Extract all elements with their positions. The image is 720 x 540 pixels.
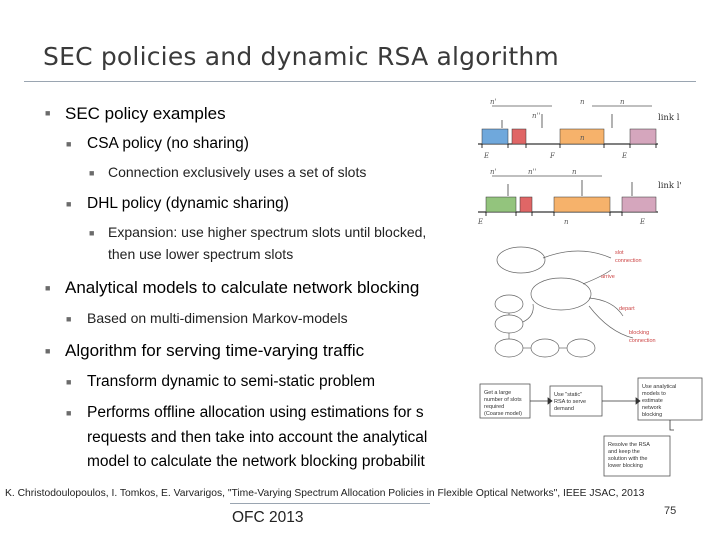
square-bullet-icon: ■ bbox=[66, 377, 72, 387]
svg-text:n: n bbox=[572, 168, 577, 176]
svg-text:RSA to serve: RSA to serve bbox=[554, 399, 587, 405]
link-top-label: link l bbox=[658, 113, 680, 123]
square-bullet-icon: ■ bbox=[45, 346, 51, 356]
square-bullet-icon: ■ bbox=[66, 199, 72, 209]
svg-text:blocking: blocking bbox=[629, 330, 650, 336]
square-bullet-icon: ■ bbox=[45, 283, 51, 293]
bullet-dhl-expansion: Expansion: use higher spectrum slots until blocked, bbox=[108, 224, 427, 240]
svg-text:E: E bbox=[640, 218, 646, 226]
svg-text:n: n bbox=[564, 218, 569, 226]
bullet-csa-policy: CSA policy (no sharing) bbox=[87, 135, 249, 152]
markov-state-diagram bbox=[483, 236, 671, 376]
svg-text:number of slots: number of slots bbox=[484, 397, 522, 403]
svg-text:n: n bbox=[580, 98, 585, 106]
svg-text:blocking: blocking bbox=[642, 412, 663, 418]
svg-text:n: n bbox=[620, 98, 625, 106]
square-bullet-icon: ■ bbox=[89, 228, 95, 238]
svg-text:n'': n'' bbox=[528, 168, 537, 176]
link-bottom-label: link l' bbox=[658, 181, 682, 191]
svg-text:and keep the: and keep the bbox=[608, 449, 640, 455]
svg-text:n': n' bbox=[490, 98, 497, 106]
bullet-csa-description: Connection exclusively uses a set of slots bbox=[108, 164, 367, 180]
svg-text:connection: connection bbox=[615, 258, 642, 264]
svg-text:n: n bbox=[580, 134, 585, 142]
svg-text:slot: slot bbox=[615, 250, 624, 256]
svg-text:(Coarse model): (Coarse model) bbox=[484, 411, 522, 417]
title-divider bbox=[24, 81, 696, 82]
svg-text:Use analytical: Use analytical bbox=[642, 384, 677, 390]
bullet-dhl-policy: DHL policy (dynamic sharing) bbox=[87, 195, 289, 212]
svg-text:Use "static": Use "static" bbox=[554, 392, 583, 398]
svg-text:connection: connection bbox=[629, 338, 656, 344]
svg-text:arrive: arrive bbox=[601, 274, 615, 280]
svg-text:solution with the: solution with the bbox=[608, 456, 648, 462]
bullet-offline-allocation: Performs offline allocation using estimations for s bbox=[87, 404, 424, 421]
bullet-sec-policy-examples: SEC policy examples bbox=[65, 104, 226, 123]
square-bullet-icon: ■ bbox=[89, 168, 95, 178]
svg-text:Resolve the RSA: Resolve the RSA bbox=[608, 442, 650, 448]
svg-text:lower blocking: lower blocking bbox=[608, 463, 643, 469]
bullet-offline-allocation-cont1: requests and then take into account the analytical bbox=[87, 429, 428, 446]
bullet-markov-models: Based on multi-dimension Markov-models bbox=[87, 310, 348, 326]
svg-text:E: E bbox=[484, 152, 490, 160]
spectrum-slot-diagram bbox=[472, 96, 700, 234]
svg-text:estimate: estimate bbox=[642, 398, 663, 404]
svg-text:n': n' bbox=[490, 168, 497, 176]
bullet-analytical-models: Analytical models to calculate network blocking bbox=[65, 278, 420, 297]
rsa-flowchart bbox=[478, 376, 704, 486]
slide-title: SEC policies and dynamic RSA algorithm bbox=[43, 42, 559, 71]
square-bullet-icon: ■ bbox=[66, 314, 72, 324]
citation: K. Christodoulopoulos, I. Tomkos, E. Varvarigos, "Time-Varying Spectrum Allocation Policies in Flexible Optical Networks", IEEE JSAC, 2013 bbox=[5, 488, 645, 499]
svg-text:required: required bbox=[484, 404, 505, 410]
svg-text:n'': n'' bbox=[532, 112, 541, 120]
svg-text:E: E bbox=[478, 218, 484, 226]
svg-text:E: E bbox=[622, 152, 628, 160]
bullet-offline-allocation-cont2: model to calculate the network blocking probabilit bbox=[87, 453, 425, 470]
footer-conference: OFC 2013 bbox=[232, 509, 304, 526]
square-bullet-icon: ■ bbox=[45, 108, 51, 118]
square-bullet-icon: ■ bbox=[66, 408, 72, 418]
svg-text:demand: demand bbox=[554, 406, 574, 412]
svg-text:depart: depart bbox=[619, 306, 635, 312]
bullet-transform: Transform dynamic to semi-static problem bbox=[87, 373, 375, 390]
svg-text:Get a large: Get a large bbox=[484, 390, 512, 396]
page-number: 75 bbox=[664, 505, 677, 517]
bullet-algorithm: Algorithm for serving time-varying traffic bbox=[65, 341, 365, 360]
svg-text:F: F bbox=[550, 152, 555, 160]
svg-text:models to: models to bbox=[642, 391, 666, 397]
footer-divider bbox=[230, 503, 430, 504]
svg-text:network: network bbox=[642, 405, 662, 411]
bullet-dhl-expansion-cont: then use lower spectrum slots bbox=[108, 246, 294, 262]
square-bullet-icon: ■ bbox=[66, 139, 72, 149]
